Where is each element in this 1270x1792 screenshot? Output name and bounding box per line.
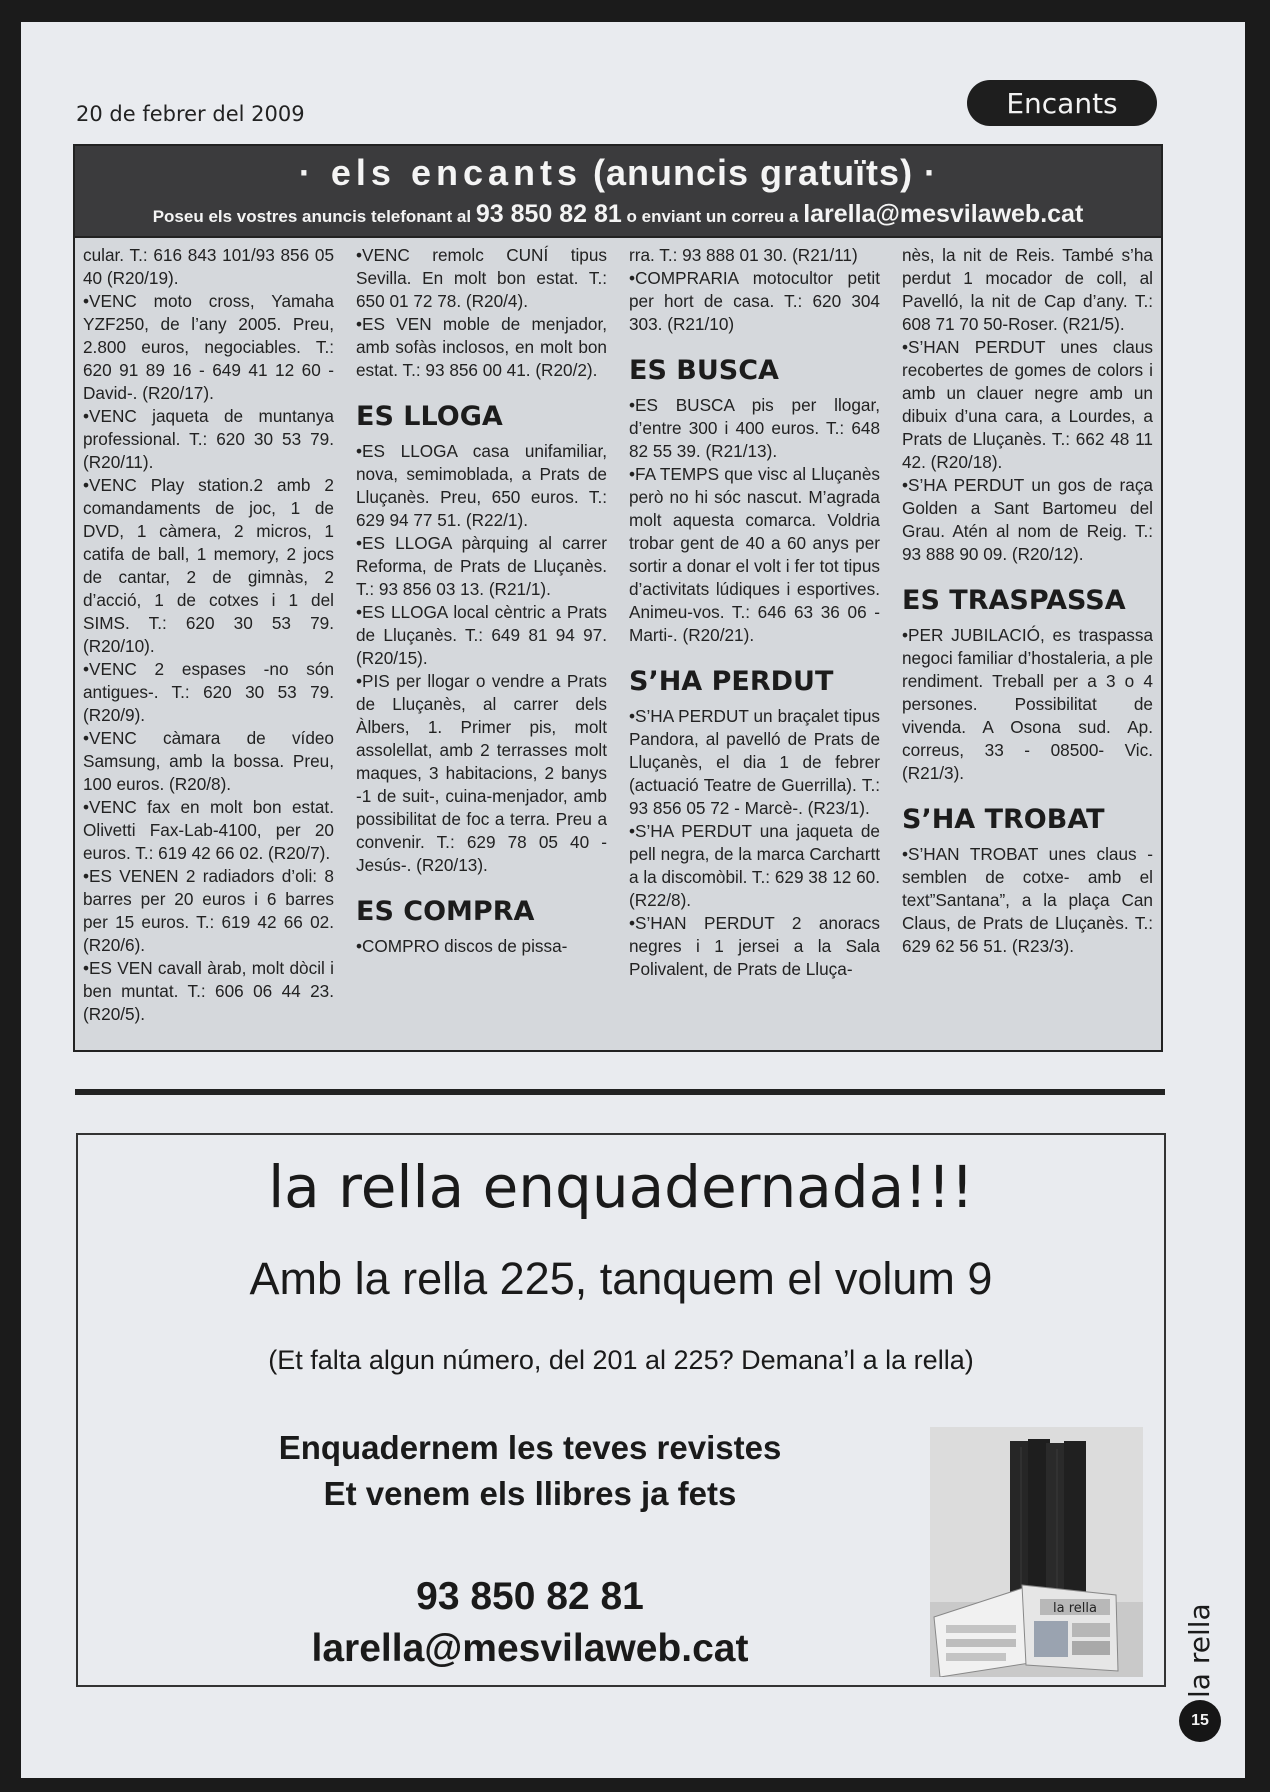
- ad-entry: •VENC 2 espases -no són antigues-. T.: 620 30 53 79. (R20/9).: [83, 659, 334, 725]
- heading-sha-perdut: S’HA PERDUT: [629, 666, 834, 697]
- ad-entry: •S’HA PERDUT un gos de raça Golden a Sant Bartomeu del Grau. Atén al nom de Reig. T.: 93 888 90 09. (R20/12).: [902, 475, 1153, 564]
- subtitle-text-a: Poseu els vostres anuncis telefonant al: [152, 207, 476, 226]
- ad-entry: •VENC moto cross, Yamaha YZF250, de l’any 2005. Preu, 2.800 euros, negociables. T.: 620 91 89 16 - 649 41 12 60 -David-. (R20/17).: [83, 291, 334, 403]
- subtitle-email: larella@mesvilaweb.cat: [803, 200, 1084, 228]
- bound-volumes-photo: [930, 1427, 1143, 1677]
- heading-es-lloga: ES LLOGA: [356, 401, 503, 432]
- ad-entry: nès, la nit de Reis. També s’ha perdut 1 mocador de coll, al Pavelló, la nit de Cap d’any. T.: 608 71 70 50-Roser. (R21/5).: [902, 245, 1153, 334]
- ad-question-line: (Et falta algun número, del 201 al 225? Demana’l a la rella): [268, 1345, 974, 1375]
- heading-es-compra: ES COMPRA: [356, 896, 535, 927]
- ad-entry: •S’HA PERDUT una jaqueta de pell negra, de la marca Carchartt a la discomòbil. T.: 629 38 12 60. (R22/8).: [629, 821, 880, 910]
- classifieds-box: [73, 144, 1163, 1052]
- subtitle-phone: 93 850 82 81: [475, 200, 622, 228]
- ad-entry: •S’HA PERDUT un braçalet tipus Pandora, al pavelló de Prats de Lluçanès, el dia 1 de febrer (actuació Teatre de Guerrilla). T.: 93 856 05 72 - Marcè-. (R23/1).: [629, 706, 880, 818]
- heading-es-busca: ES BUSCA: [629, 355, 779, 386]
- classifieds-title-suffix: (anuncis gratuïts) ·: [593, 152, 938, 193]
- classifieds-header: [75, 146, 1161, 238]
- magazine-label: la rella: [1053, 1601, 1097, 1616]
- ad-entry: •ES VEN moble de menjador, amb sofàs inclosos, en molt bon estat. T.: 93 856 00 41. (R20/2).: [356, 314, 607, 380]
- ad-entry: •FA TEMPS que visc al Lluçanès però no hi sóc nascut. M’agrada molt aquesta comarca. Voldria trobar gent de 40 a 60 anys per sortir a donar el volt i fer tot tipus d’activitats lúdiques i esportives. Animeu-vos. T.: 646 63 36 06 -Marti-. (R20/21).: [629, 464, 880, 645]
- ad-entry: •ES LLOGA pàrquing al carrer Reforma, de Prats de Lluçanès. T.: 93 856 03 13. (R21/1).: [356, 533, 607, 599]
- ad-email: larella@mesvilaweb.cat: [311, 1627, 749, 1670]
- ad-entry: •VENC jaqueta de muntanya professional. T.: 620 30 53 79. (R20/11).: [83, 406, 334, 472]
- ad-offer-line: Enquadernem les teves revistes: [278, 1429, 782, 1466]
- ad-entry: •ES VENEN 2 radiadors d’oli: 8 barres per 20 euros i 6 barres per 15 euros. T.: 619 42 66 02. (R20/6).: [83, 866, 334, 955]
- bound-volumes-illustration: [930, 1427, 1143, 1677]
- ad-volume-line: Amb la rella 225, tanquem el volum 9: [249, 1253, 993, 1304]
- ad-entry: •ES LLOGA casa unifamiliar, nova, semimoblada, a Prats de Lluçanès. Preu, 650 euros. T.: 629 94 77 51. (R22/1).: [356, 441, 607, 530]
- classifieds-subtitle: [75, 200, 1161, 229]
- ad-entry: •COMPRARIA motocultor petit per hort de casa. T.: 620 304 303. (R21/10): [629, 268, 880, 334]
- ad-entry: •VENC remolc CUNÍ tipus Sevilla. En molt bon estat. T.: 650 01 72 78. (R20/4).: [356, 245, 607, 311]
- ad-entry: •VENC Play station.2 amb 2 comandaments de joc, 1 de DVD, 1 càmera, 2 micros, 1 catifa de ball, 1 memory, 2 jocs de cantar, 2 de gimnàs, 2 d’acció, 1 de cotxes i 1 del SIMS. T.: 620 30 53 79. (R20/10).: [83, 475, 334, 656]
- ad-entry: •COMPRO discos de pissa-: [356, 936, 568, 956]
- ad-entry: •PIS per llogar o vendre a Prats de Lluçanès, al carrer dels Àlbers, 1. Primer pis, molt assolellat, amb 2 terrasses molt maques, 3 habitacions, 2 banys -1 de suit-, cuina-menjador, amb possibilitat de foc a terra. Preu a convenir. T.: 629 78 05 40 - Jesús-. (R20/13).: [356, 671, 607, 875]
- heading-es-traspassa: ES TRASPASSA: [902, 585, 1126, 616]
- binding-advertisement: [76, 1133, 1166, 1687]
- ad-entry: •S’HAN PERDUT unes claus recobertes de gomes de colors i amb un clauer negre amb un dibuix d’una cara, a Lourdes, a Prats de Lluçanès. T.: 662 48 11 42. (R20/18).: [902, 337, 1153, 472]
- classifieds-title-prefix: · els encants: [298, 152, 583, 193]
- ad-entry: •S’HAN PERDUT 2 anoracs negres i 1 jersei a la Sala Polivalent, de Prats de Lluça-: [629, 913, 880, 979]
- ad-entry: •ES BUSCA pis per llogar, d’entre 300 i 400 euros. T.: 648 82 55 39. (R21/13).: [629, 395, 880, 461]
- ad-entry: •VENC fax en molt bon estat. Olivetti Fax-Lab-4100, per 20 euros. T.: 619 42 66 02. (R20/7).: [83, 797, 334, 863]
- page-number: 15: [1179, 1700, 1221, 1742]
- newspaper-page: [21, 22, 1245, 1778]
- subtitle-text-b: o enviant un correu a: [626, 207, 804, 226]
- classifieds-title: [75, 146, 1161, 194]
- ad-entry: cular. T.: 616 843 101/93 856 05 40 (R20/19).: [83, 245, 334, 288]
- classifieds-columns: [75, 238, 1161, 1048]
- masthead-vertical: la rella: [1183, 1603, 1216, 1699]
- section-divider: [75, 1089, 1165, 1095]
- ad-entry: •ES LLOGA local cèntric a Prats de Lluçanès. T.: 649 81 94 97. (R20/15).: [356, 602, 607, 668]
- ad-title: la rella enquadernada!!!: [268, 1153, 974, 1221]
- ad-entry: •S’HAN TROBAT unes claus -semblen de cotxe- amb el text”Santana”, a la plaça Can Claus, de Prats de Lluçanès. T.: 629 62 56 51. (R23/3).: [902, 844, 1153, 956]
- heading-sha-trobat: S’HA TROBAT: [902, 804, 1105, 835]
- issue-date: 20 de febrer del 2009: [76, 102, 305, 126]
- ad-entry: •VENC càmara de vídeo Samsung, amb la bossa. Preu, 100 euros. (R20/8).: [83, 728, 334, 794]
- ad-phone: 93 850 82 81: [416, 1575, 644, 1618]
- section-tab: Encants: [967, 80, 1157, 126]
- ad-entry: rra. T.: 93 888 01 30. (R21/11): [629, 245, 858, 265]
- ad-offer-line: Et venem els llibres ja fets: [323, 1475, 737, 1512]
- column-3: [629, 244, 880, 1048]
- ad-offer: [170, 1425, 890, 1517]
- column-1: [83, 244, 334, 1048]
- column-4: [902, 244, 1153, 1048]
- ad-entry: •ES VEN cavall àrab, molt dòcil i ben muntat. T.: 606 06 44 23. (R20/5).: [83, 958, 334, 1024]
- column-2: [356, 244, 607, 1048]
- ad-entry: •PER JUBILACIÓ, es traspassa negoci familiar d’hostaleria, a ple rendiment. Treball per a 3 o 4 persones. Possibilitat de vivenda. A Osona sud. Ap. correus, 33 - 08500- Vic. (R21/3).: [902, 625, 1153, 783]
